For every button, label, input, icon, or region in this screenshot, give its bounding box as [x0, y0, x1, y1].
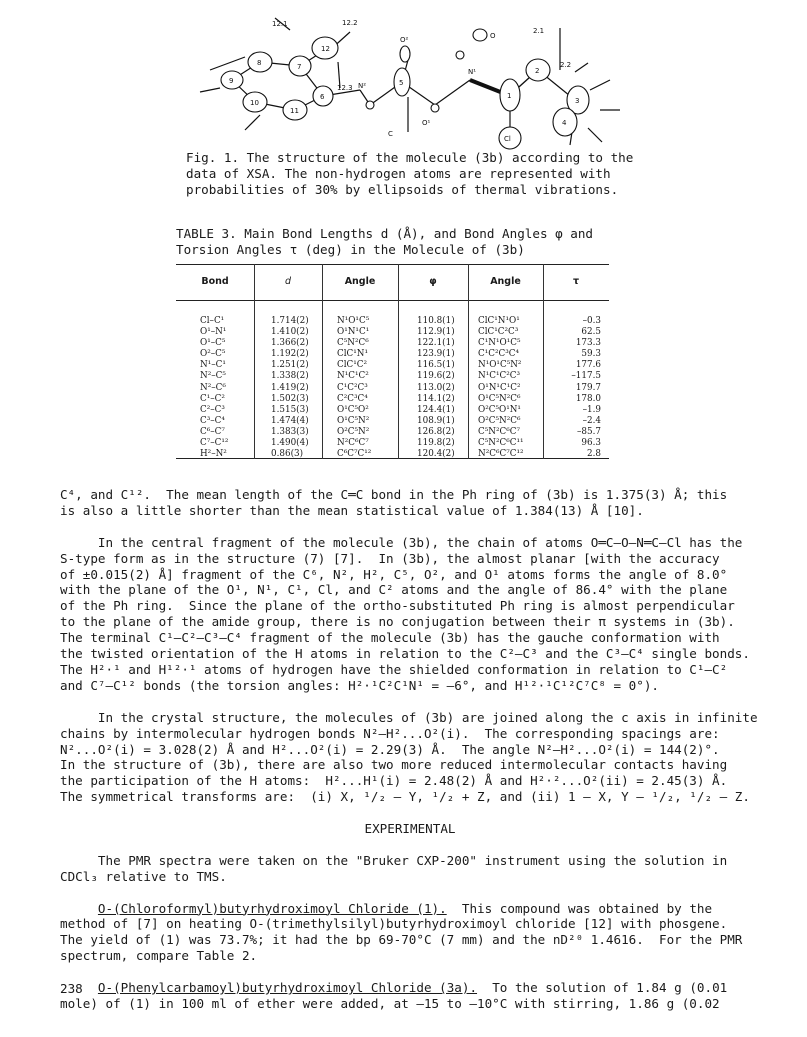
table-cell: N¹O¹C⁵ — [337, 316, 370, 326]
table-cell: H²–N² — [200, 449, 227, 460]
table-cell: ClC¹C²C³ — [478, 327, 519, 338]
table-cell: 1.490(4) — [271, 438, 309, 449]
table-cell: –0.3 — [582, 316, 601, 326]
table-cell: N¹C¹C² — [337, 371, 369, 382]
table-title-line: Torsion Angles τ (deg) in the Molecule of (3b) — [176, 242, 525, 257]
table-cell: 1.383(3) — [271, 426, 309, 437]
table-cell: C⁷–C¹² — [200, 438, 229, 449]
atom-label: O — [490, 32, 496, 40]
header-torsion-angle: Angle — [490, 276, 521, 287]
table-cell: O²C⁵N²C⁶ — [478, 415, 521, 426]
text-line: In the crystal structure, the molecules of (3b) are joined along the c axis in infinite — [60, 709, 758, 725]
table-cell: ClC¹N¹ — [337, 349, 369, 360]
text-line: The H²·¹ and H¹²·¹ atoms of hydrogen have the shielded conformation in relation to C¹–C² — [60, 661, 728, 677]
table-divider — [543, 264, 544, 459]
table-cell: 62.5 — [581, 327, 601, 338]
text-line: with the plane of the O¹, N¹, C¹, Cl, and C² atoms and the angle of 86.4° with the plane — [60, 582, 728, 598]
table-cell: O¹C⁵N² — [337, 415, 370, 426]
table-cell: 119.6(2) — [417, 371, 455, 382]
header-phi: φ — [429, 276, 437, 287]
atom-label: 8 — [257, 59, 262, 67]
table-cell: C⁵N²C⁶ — [337, 338, 369, 349]
table-cell: 114.1(2) — [417, 393, 455, 404]
table-cell: 124.4(1) — [417, 404, 455, 415]
table-cell: 1.419(2) — [271, 382, 309, 393]
table-cell: 59.3 — [581, 349, 601, 360]
table-cell: –117.5 — [571, 371, 601, 382]
table-title — [176, 226, 606, 258]
table-top-rule — [176, 264, 609, 265]
table-cell: C¹N¹O¹C⁵ — [478, 338, 521, 349]
text-line: to the plane of the amide group, there is no conjugation between their π systems in (3b). — [60, 614, 735, 630]
atom-label: 2.2 — [560, 61, 572, 69]
table-cell: O¹N¹C¹ — [337, 327, 370, 338]
header-angle: Angle — [344, 276, 376, 287]
table-divider — [398, 264, 399, 459]
table-cell: C³–C⁴ — [200, 415, 225, 426]
atom-label: C — [388, 130, 393, 138]
text-line: of the Ph ring. Since the plane of the ortho-substituted Ph ring is almost perpendicular — [60, 598, 735, 614]
table-cell: 1.338(2) — [271, 371, 309, 382]
table-cell: 126.8(2) — [417, 426, 455, 437]
caption-line: data of XSA. The non-hydrogen atoms are represented with — [186, 166, 611, 181]
atom-label: 2.1 — [533, 27, 545, 35]
header-d: d — [284, 276, 292, 287]
column-tau — [551, 316, 601, 460]
atom-label: O² — [400, 36, 409, 44]
table-cell: 1.474(4) — [271, 415, 309, 426]
table-cell: N²–C⁶ — [200, 382, 226, 393]
text-line: The yield of (1) was 73.7%; it had the bp 69-70°C (7 mm) and the nD²⁰ 1.4616. For the PMR — [60, 932, 743, 948]
text-line: In the central fragment of the molecule (3b), the chain of atoms O═C–O–N═C–Cl has the — [60, 534, 743, 550]
table-cell: 1.515(3) — [271, 404, 309, 415]
table-cell: 177.6 — [575, 360, 601, 371]
atom-label: 7 — [297, 63, 302, 71]
table-cell: 120.4(2) — [417, 449, 455, 460]
atom-label: O¹ — [422, 119, 431, 127]
table-cell: 122.1(1) — [417, 338, 455, 349]
table-cell: 113.0(2) — [417, 382, 455, 393]
column-angles — [337, 316, 371, 460]
table-cell: C⁵N²C⁶C⁷ — [478, 426, 520, 437]
text-line — [60, 519, 760, 535]
table-cell: 0.86(3) — [271, 449, 304, 460]
body-text — [60, 487, 760, 1012]
table-cell: C¹C²C³C⁴ — [478, 349, 520, 360]
text-line — [60, 837, 760, 853]
page-number: 238 — [60, 981, 83, 996]
atom-label: N² — [358, 82, 367, 90]
table-cell: C¹–C² — [200, 393, 225, 404]
table-divider — [322, 264, 323, 459]
atom-label: 9 — [229, 77, 234, 85]
text-line: N²...O²(i) = 3.028(2) Å and H²...O²(i) = 2.29(3) Å. The angle N²–H²...O²(i) = 144(2)°. — [60, 741, 720, 757]
text-line — [60, 694, 760, 710]
figure-caption — [186, 150, 636, 198]
table-cell: O¹C⁵O² — [337, 404, 369, 415]
text-line: the twisted orientation of the H atoms in relation to the C²–C³ and the C³–C⁴ single bonds. — [60, 646, 750, 662]
table-cell: N¹–C¹ — [200, 360, 226, 371]
text-span: This compound was obtained by the — [446, 900, 713, 916]
text-span: To the solution of 1.84 g (0.01 — [477, 980, 728, 996]
text-line: The symmetrical transforms are: (i) X, ¹/₂ – Y, ¹/₂ + Z, and (ii) 1 – X, Y – ¹/₂, ¹/₂ – Z. — [60, 789, 750, 805]
molecule-diagram — [190, 10, 630, 150]
atom-label: 11 — [290, 107, 299, 115]
atom-label: N¹ — [468, 68, 477, 76]
atom-label: Cl — [504, 135, 511, 143]
text-line — [60, 885, 760, 901]
table-cell: 1.366(2) — [271, 338, 309, 349]
caption-line: Fig. 1. The structure of the molecule (3b) according to the — [186, 150, 634, 165]
text-line — [60, 980, 760, 996]
table-cell: 1.251(2) — [271, 360, 309, 371]
table-cell: 179.7 — [575, 382, 601, 393]
table-cell: Cl–C¹ — [200, 316, 225, 326]
table-cell: C⁶–C⁷ — [200, 426, 225, 437]
table-header-rule — [176, 300, 609, 301]
atom-label: 1 — [507, 92, 512, 100]
text-line: the participation of the H atoms: H²...H¹(i) = 2.48(2) Å and H²·²...O²(ii) = 2.45(3) Å. — [60, 773, 728, 789]
table-divider — [254, 264, 255, 459]
text-line: method of [7] on heating O-(trimethylsilyl)butyrhydroximoyl chloride [12] with phosgene. — [60, 916, 728, 932]
table-cell: 178.0 — [575, 393, 601, 404]
atom-label: 12.1 — [272, 20, 288, 28]
table-cell: O¹C⁵N²C⁶ — [478, 393, 521, 404]
text-line: In the structure of (3b), there are also two more reduced intermolecular contacts having — [60, 757, 728, 773]
table-cell: –85.7 — [577, 426, 601, 437]
table-cell: N²–C⁵ — [200, 371, 226, 382]
table-cell: N²C⁶C⁷C¹² — [478, 449, 524, 460]
table-cell: 119.8(2) — [417, 438, 455, 449]
table-cell: O¹N¹C¹C² — [478, 382, 521, 393]
table-cell: 1.192(2) — [271, 349, 309, 360]
table-cell: O²C⁵O¹N¹ — [478, 404, 521, 415]
table-cell: 110.8(1) — [417, 316, 455, 326]
text-line: C⁴, and C¹². The mean length of the C═C bond in the Ph ring of (3b) is 1.375(3) Å; this — [60, 487, 728, 502]
header-tau: τ — [572, 276, 580, 287]
table-cell: 96.3 — [581, 438, 601, 449]
caption-line: probabilities of 30% by ellipsoids of thermal vibrations. — [186, 182, 619, 197]
table-cell: 2.8 — [587, 449, 601, 460]
table-cell: N¹O¹C⁵N² — [478, 360, 522, 371]
table-title-line: TABLE 3. Main Bond Lengths d (Å), and Bond Angles φ and — [176, 226, 594, 241]
table-cell: 112.9(1) — [417, 327, 455, 338]
table-cell: O²–C⁵ — [200, 349, 226, 360]
atom-label: 12.2 — [342, 19, 358, 27]
column-bonds — [200, 316, 228, 460]
text-line: S-type form as in the structure (7) [7]. In (3b), the almost planar [with the accuracy — [60, 550, 720, 566]
text-line — [60, 964, 760, 980]
table-cell: C⁶C⁷C¹² — [337, 449, 372, 460]
table-cell: 1.410(2) — [271, 327, 309, 338]
table-cell: –1.9 — [582, 404, 601, 415]
table-cell: 116.5(1) — [417, 360, 455, 371]
table-cell: ClC¹C² — [337, 360, 368, 371]
header-bond: Bond — [201, 276, 229, 287]
atom-label: 2 — [535, 67, 540, 75]
column-torsions — [478, 316, 524, 460]
column-d — [271, 316, 309, 460]
text-line: The PMR spectra were taken on the "Bruker CXP-200" instrument using the solution in — [60, 852, 728, 868]
table-cell: O²C⁵N² — [337, 426, 370, 437]
text-line: spectrum, compare Table 2. — [60, 948, 258, 964]
bond-table — [176, 264, 609, 459]
text-line: mole) of (1) in 100 ml of ether were added, at –15 to –10°C with stirring, 1.86 g (0.02 — [60, 996, 720, 1011]
text-line — [60, 901, 760, 917]
table-cell: 108.9(1) — [417, 415, 455, 426]
text-line: and C⁷–C¹² bonds (the torsion angles: H²·¹C²C¹N¹ = –6°, and H¹²·¹C¹²C⁷C⁸ = 0°). — [60, 677, 659, 693]
table-cell: 1.502(3) — [271, 393, 309, 404]
table-cell: O¹–C⁵ — [200, 338, 226, 349]
atom-label: 4 — [562, 119, 567, 127]
table-cell: O¹–N¹ — [200, 327, 227, 338]
atom-label: 3 — [575, 97, 580, 105]
table-cell: N¹C¹C²C³ — [478, 371, 520, 382]
table-divider — [468, 264, 469, 459]
compound-3a-title: O-(Phenylcarbamoyl)butyrhydroximoyl Chloride (3a). — [97, 980, 478, 996]
table-cell: N²C⁶C⁷ — [337, 438, 369, 449]
atom-label: 12.3 — [337, 84, 353, 92]
text-line: chains by intermolecular hydrogen bonds N²–H²...O²(i). The corresponding spacings are: — [60, 725, 720, 741]
table-cell: C²–C³ — [200, 404, 225, 415]
text-line: The terminal C¹–C²–C³–C⁴ fragment of the molecule (3b) has the gauche conformation with — [60, 630, 720, 646]
table-cell: –2.4 — [582, 415, 601, 426]
table-cell: C¹C²C³ — [337, 382, 368, 393]
text-line: CDCl₃ relative to TMS. — [60, 868, 227, 884]
atom-label: 6 — [320, 93, 325, 101]
atom-label: 10 — [250, 99, 259, 107]
table-cell: 1.714(2) — [271, 316, 309, 326]
atom-label: 5 — [399, 79, 404, 87]
table-cell: 173.3 — [575, 338, 601, 349]
table-cell: ClC¹N¹O¹ — [478, 316, 520, 326]
compound-1-title: O-(Chloroformyl)butyrhydroximoyl Chloride (1). — [97, 900, 447, 916]
text-line — [60, 805, 760, 821]
table-bottom-rule — [176, 458, 609, 459]
section-heading: EXPERIMENTAL — [364, 821, 456, 837]
atom-label: 12 — [321, 45, 330, 53]
column-phi — [417, 316, 455, 460]
table-cell: C⁵N²C⁶C¹¹ — [478, 438, 524, 449]
text-line: is also a little shorter than the mean statistical value of 1.384(13) Å [10]. — [60, 502, 644, 518]
text-line: of ±0.015(2) Å] fragment of the C⁶, N², H², C⁵, O², and O¹ atoms forms the angle of 8.0° — [60, 566, 728, 582]
table-cell: 123.9(1) — [417, 349, 455, 360]
molecule-structure-figure — [190, 10, 630, 150]
table-cell: C²C³C⁴ — [337, 393, 368, 404]
